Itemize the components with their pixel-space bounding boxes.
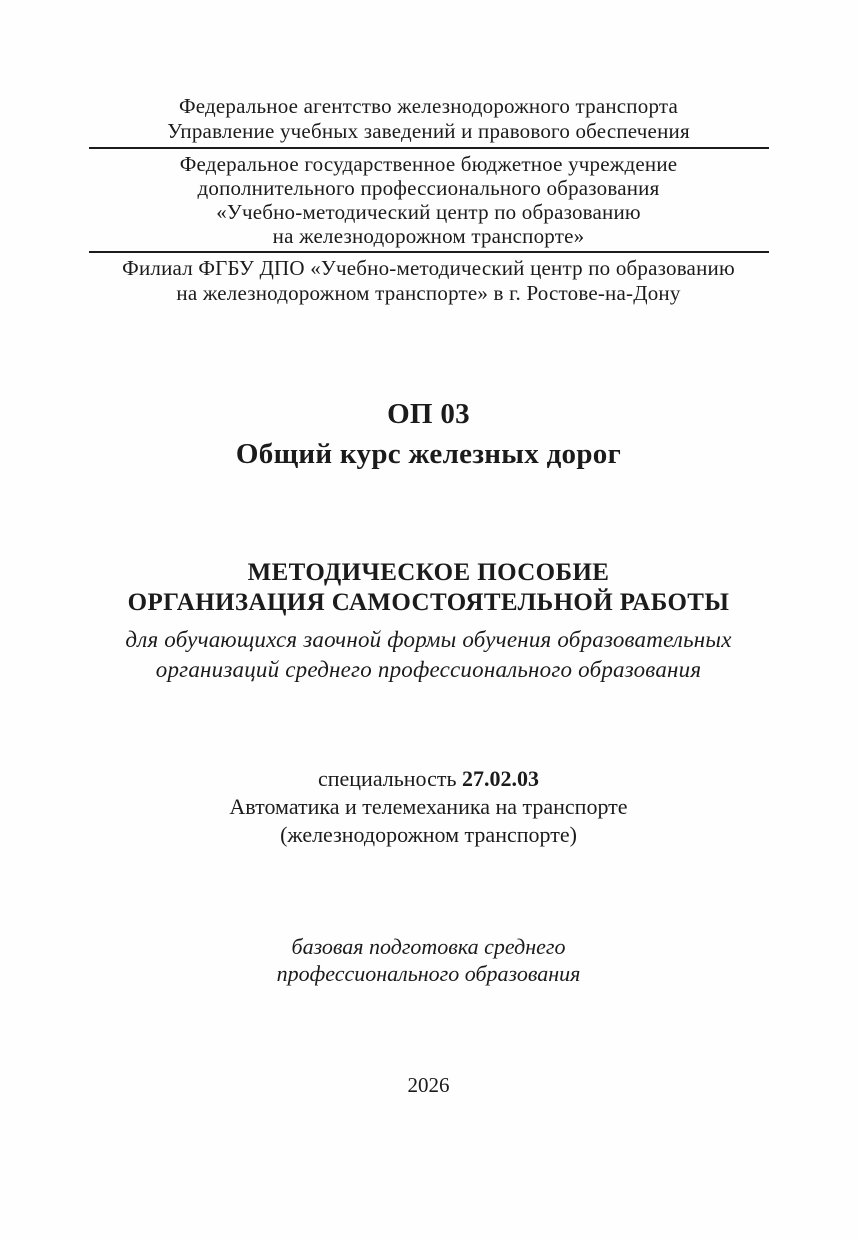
agency-name-line: Федеральное агентство железнодорожного транспорта [178,94,679,118]
organization-header [84,94,774,306]
preparation-line: профессионального образования [276,961,581,986]
publication-year: 2026 [407,1073,450,1097]
subtitle-line: для обучающихся заочной формы обучения образовательных [125,627,732,652]
subtitle-line: организаций среднего профессионального образования [155,657,702,682]
branch-block [84,256,774,306]
specialty-name-line: (железнодорожном транспорте) [280,822,577,847]
institution-line: на железнодорожном транспорте» [272,224,585,248]
institution-line: «Учебно-методический центр по образованию [216,200,641,224]
preparation-section [0,933,857,987]
divider-line-bottom [89,251,769,253]
specialty-section [0,765,857,849]
year-section [0,1073,857,1097]
divider-line-top [89,147,769,149]
specialty-name-line: Автоматика и телемеханика на транспорте [229,794,628,819]
title-subtitle [0,625,857,685]
title-section [0,558,857,685]
branch-line: на железнодорожном транспорте» в г. Ростове-на-Дону [176,281,681,305]
course-code: ОП 03 [387,398,470,430]
agency-department-line: Управление учебных заведений и правового обеспечения [167,119,690,143]
course-name: Общий курс железных дорог [235,438,622,470]
institution-block [84,152,774,248]
document-main-title: ОРГАНИЗАЦИЯ САМОСТОЯТЕЛЬНОЙ РАБОТЫ [127,589,730,616]
specialty-label: специальность [317,766,463,791]
branch-line: Филиал ФГБУ ДПО «Учебно-методический центр по образованию [122,256,735,280]
preparation-line: базовая подготовка среднего [291,934,566,959]
agency-block [84,94,774,144]
institution-line: Федеральное государственное бюджетное учреждение [179,152,678,176]
institution-line: дополнительного профессионального образования [197,176,660,200]
specialty-code-line [0,765,857,793]
specialty-code: 27.02.03 [462,766,540,791]
document-type-title: МЕТОДИЧЕСКОЕ ПОСОБИЕ [247,559,610,586]
course-section [0,394,857,474]
